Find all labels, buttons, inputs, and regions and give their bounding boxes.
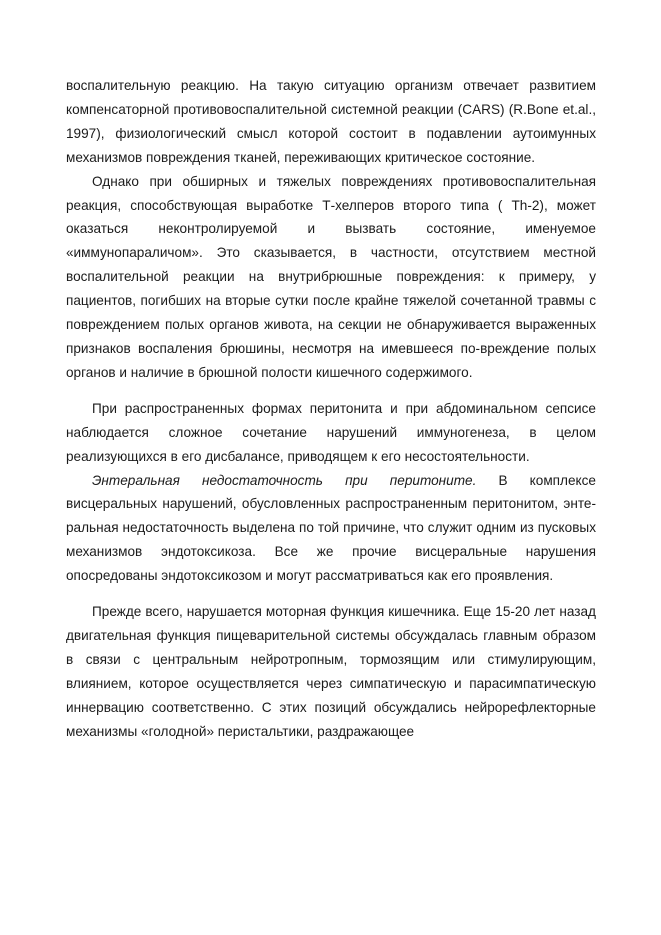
paragraph-4-text: В комплексе висцеральных нарушений, обусловленных распространенным перитонитом, энте-ральная недостаточность выделена по той причине, что служит одним из пусковых механизмов эндотоксикоза. Все же прочие висцеральные нарушения опосредованы эндотоксикозом и могут рассматриваться как его проявления. [66,472,596,584]
paragraph-1: воспалительную реакцию. На такую ситуацию организм отвечает развитием компенсаторной противовоспалительной системной реакции (CARS) (R.Bone et.al., 1997), физиологический смысл которой состоит в подавлении аутоимунных механизмов повреждения тканей, переживающих критическое состояние. [66,78,596,165]
document-page [66,74,596,743]
paragraph-5: Прежде всего, нарушается моторная функция кишечника. Еще 15-20 лет назад двигательная функция пищеварительной системы обсуждалась главным образом в связи с центральным нейротропным, тормозящим или стимулирующим, влиянием, которое осуществляется через симпатическую и парасимпатическую иннервацию соответственно. С этих позиций обсуждались нейрорефлекторные механизмы «голодной» перистальтики, раздражающее [66,604,596,739]
paragraph-4 [66,469,596,589]
section-heading: Энтеральная недостаточность при перитоните. [92,472,477,488]
paragraph-2: Однако при обширных и тяжелых повреждениях противовоспалительная реакция, способствующая выработке Т-хелперов второго типа ( Th-2), может оказаться неконтролируемой и вызвать состояние, именуемое «иммунопараличом». Это сказывается, в частности, отсутствием местной воспалительной реакции на внутрибрюшные повреждения: к примеру, у пациентов, погибших на вторые сутки после крайне тяжелой сочетанной травмы с повреждением полых органов живота, на секции не обнаруживается выраженных признаков воспаления брюшины, несмотря на имевшееся по-вреждение полых органов и наличие в брюшной полости кишечного содержимого. [66,173,596,380]
paragraph-3: При распространенных формах перитонита и при абдоминальном сепсисе наблюдается сложное сочетание нарушений иммуногенеза, в целом реализующихся в его дисбалансе, приводящем к его несостоятельности. [66,400,596,464]
